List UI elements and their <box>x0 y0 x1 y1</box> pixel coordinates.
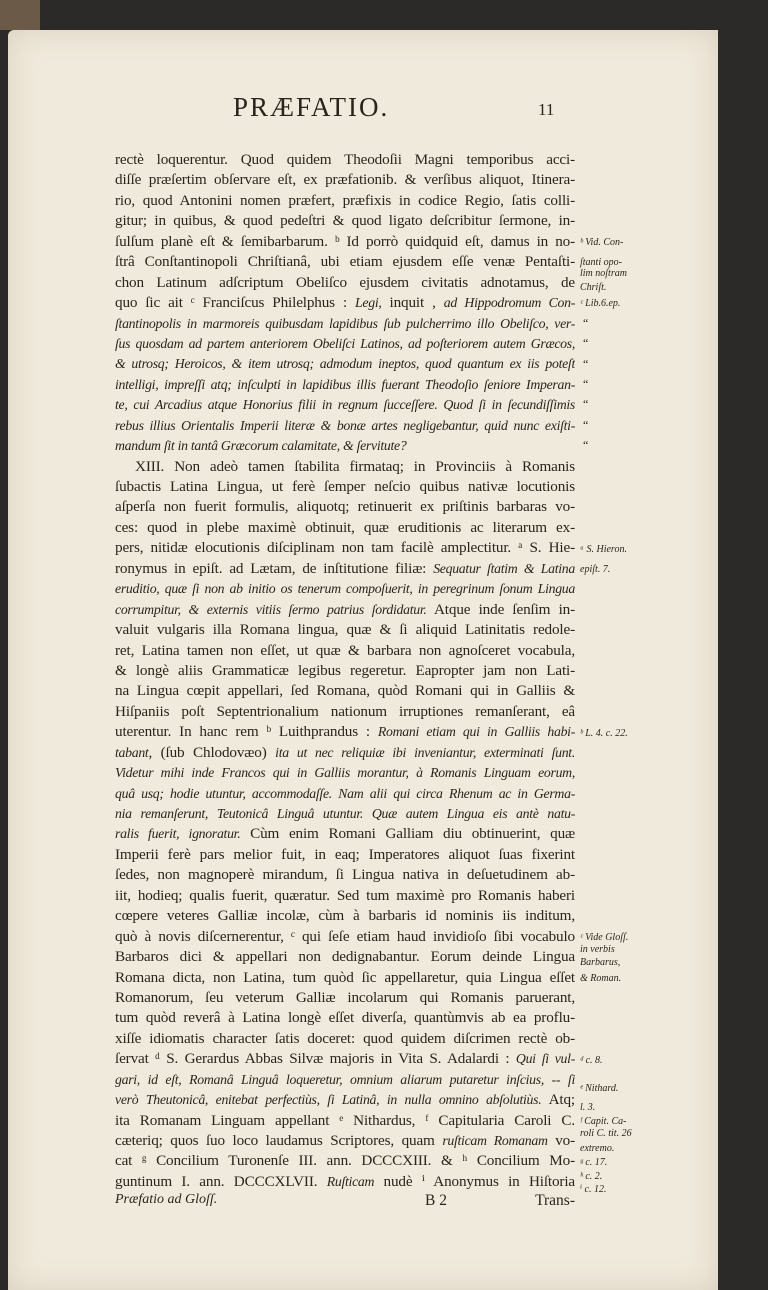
italic-quotation: gari, id eſt, Romanâ Linguâ loqueretur, omnium aliarum putaretur inſcius, -- ſi <box>115 1071 575 1087</box>
text-line <box>115 191 575 211</box>
signature-mark: B 2 <box>425 1192 447 1209</box>
text-line <box>115 661 575 681</box>
text-segment: rectè loquerentur. Quod quidem Theodoſii Magni temporibus acci- <box>115 151 575 168</box>
margin-note: ᵈ c. 8. <box>580 1054 603 1066</box>
text-line <box>115 600 575 620</box>
text-segment: Romanorum, ſeu veterum Galliæ incolarum qui Romanis paruerant, <box>115 988 575 1006</box>
quotation-mark: “ <box>583 417 589 432</box>
italic-quotation: Qui ſi vul- <box>515 1051 575 1067</box>
text-line <box>115 170 575 190</box>
italic-quotation: ruſticam Romanam <box>442 1133 548 1148</box>
text-line <box>115 1029 575 1049</box>
text-segment: uterentur. In hanc rem ᵇ Luithprandus : <box>115 723 378 741</box>
italic-quotation: eruditio, quæ ſi non ab initio os tenerum compoſuerit, in peregrinum ſonum Lingua <box>115 581 575 597</box>
margin-note: extremo. <box>580 1142 615 1154</box>
text-line <box>115 354 575 374</box>
text-segment: chon Latinum adſcriptum Obeliſco ejusdem civitatis adnotamus, de <box>115 273 575 291</box>
text-line <box>115 1172 575 1192</box>
italic-quotation: rebus illius Orientalis Imperii literæ & bonæ artes negligebantur, quid nunc exiſti- <box>115 417 575 433</box>
text-line <box>115 906 575 926</box>
italic-quotation: corrumpitur, & externis vitiis ſermo patrius ſordidatur. <box>115 601 427 617</box>
text-line <box>115 273 575 293</box>
text-line <box>115 702 575 722</box>
text-line <box>115 497 575 517</box>
italic-quotation: Legi, <box>355 295 382 311</box>
margin-note: ⁱ c. 12. <box>580 1183 607 1195</box>
text-segment: rio, quod Antonini nomen præfert, præfixis in codice Regio, ſatis colli- <box>115 191 575 209</box>
text-line <box>115 845 575 865</box>
text-line <box>115 579 575 599</box>
text-segment: aſperſa non fuerit formulis, aliquotq; retinuerit ex priſtinis barbaras vo- <box>115 498 575 516</box>
text-segment: ſulſum planè eſt & ſemibarbarum. ᵇ Id porrò quidquid eſt, damus in no- <box>115 232 575 250</box>
text-line <box>115 722 575 742</box>
italic-quotation: mandum ſit in tantâ Græcorum calamitate, & ſervitute? <box>115 438 407 454</box>
italic-quotation: ſus quosdam ad partem anteriorem Obeliſci Latinos, ad poſteriorem autem Græcos, <box>115 335 575 351</box>
text-line <box>115 1131 575 1151</box>
margin-note: ᵃ S. Hieron. <box>580 543 627 555</box>
text-line <box>115 1090 575 1110</box>
text-segment: ronymus in epiſt. ad Lætam, de inſtitutione filiæ: <box>115 559 434 577</box>
italic-quotation: Videtur mihi inde Francos qui in Galliis morantur, à Romanis Linguam eorum, <box>115 765 575 781</box>
text-segment: Hiſpaniis poſt Septentrionalium nationum irruptiones remanſerant, eâ <box>115 702 575 720</box>
quotation-mark: “ <box>583 438 589 453</box>
text-line <box>115 763 575 783</box>
text-segment: , (ſub Chlodovæo) <box>148 743 276 761</box>
margin-note: roli C. tit. 26 <box>580 1128 632 1140</box>
text-line <box>115 927 575 947</box>
text-segment: Romana dicta, non Latina, tum quòd ſic appellaretur, quia Lingua eſſet <box>115 968 575 986</box>
text-line <box>115 1070 575 1090</box>
text-line <box>115 865 575 885</box>
text-line <box>115 743 575 763</box>
margin-note: ᵉ Nithard. <box>580 1083 619 1095</box>
italic-quotation: tabant <box>115 744 149 760</box>
text-segment: ſtrâ Conſtantinopoli Chriſtianâ, ubi etiam ejusdem eſſe venæ Pentaſti- <box>115 253 575 271</box>
italic-quotation: ſtantinopolis in marmoreis quibusdam lapidibus ſub pulcherrimo illo Obeliſco, ver- <box>115 315 575 331</box>
text-line <box>115 314 575 334</box>
text-line <box>115 477 575 497</box>
margin-note: in verbis <box>580 944 615 956</box>
text-segment: xiſſe idiomatis character ſatis doceret: quod quidem diſcrimen rectè ob- <box>115 1029 575 1047</box>
text-segment: ret, Latina tamen non eſſet, ut quæ & barbara non agnoſceret vocabula, <box>115 641 575 659</box>
margin-note: epiſt. 7. <box>580 564 611 575</box>
text-segment: cæteriq; quos ſuo loco laudamus Scriptores, quam <box>115 1132 443 1149</box>
italic-quotation: intelligi, impreſſi atq; inſculpti in lapidibus illis fuerant Theodoſio ſeniore Imperan- <box>115 376 575 392</box>
text-line <box>115 232 575 252</box>
text-segment: guntinum I. ann. DCCCXLVII. <box>115 1172 327 1190</box>
text-line <box>115 416 575 436</box>
text-segment: Barbaros dici & appellari non dedignabantur. Eorum deinde Lingua <box>115 948 575 966</box>
text-line <box>115 824 575 844</box>
text-line <box>115 620 575 640</box>
text-segment: cœpere veteres Galliæ incolæ, cùm à barbaris id nominis iis inditum, <box>115 907 575 925</box>
margin-note: & Roman. <box>580 973 622 984</box>
text-line <box>115 1151 575 1171</box>
text-line <box>115 211 575 231</box>
margin-note: ᶠ Capit. Ca- <box>580 1116 627 1128</box>
text-line <box>115 375 575 395</box>
margin-note: l. 3. <box>580 1101 596 1113</box>
book-page <box>8 30 718 1290</box>
quotation-mark: “ <box>583 356 589 371</box>
text-segment: ſedes, non magnoperè mirandum, ſi Lingua nativa in deſuetudinem ab- <box>115 866 575 884</box>
text-line <box>115 804 575 824</box>
text-line <box>115 395 575 415</box>
margin-note: ᶜ Lib.6.ep. <box>580 298 621 310</box>
text-line <box>115 538 575 558</box>
text-line <box>115 150 575 170</box>
text-segment: gitur; in quibus, & quod pedeſtri & quod ligato deſcribitur ſermone, in- <box>115 212 575 230</box>
text-line <box>115 436 575 456</box>
text-segment: quò à novis diſcernerentur, ᶜ qui ſeſe etiam haud invidioſo ſibi vocabulo <box>115 927 575 945</box>
text-segment: quo ſic ait ᶜ Franciſcus Philelphus : <box>115 294 356 312</box>
text-line <box>115 252 575 272</box>
quotation-mark: “ <box>583 376 589 391</box>
italic-quotation: te, cui Arcadius atque Honorius filii in regnum ſucceſſere. Quod ſi in ſecundiſſimis <box>115 397 575 413</box>
margin-note: ᵇ L. 4. c. 22. <box>580 727 628 739</box>
text-line <box>115 457 575 477</box>
text-segment: na Lingua cœpit appellari, ſed Romana, quòd Romani qui in Galliis & <box>115 682 575 700</box>
text-segment: & longè aliis Grammaticæ legibus regeretur. Eapropter jam non Lati- <box>115 661 575 679</box>
margin-note: lim noſtram <box>580 268 627 280</box>
italic-quotation: verò Theutonicâ, enitebat perfectiùs, ſi Latinâ, in nulla omnino abſolutiùs. <box>115 1092 542 1108</box>
margin-note: ᵇ Vid. Con- <box>580 236 624 248</box>
text-segment: XIII. Non adeò tamen ſtabilita firmataq; in Provinciis à Romanis <box>135 457 575 475</box>
book-corner <box>0 0 40 30</box>
text-line <box>115 1008 575 1028</box>
text-line <box>115 947 575 967</box>
text-line <box>115 784 575 804</box>
text-segment: pers, nitidæ elocutionis diſciplinam non tam facilè amplectitur. ᵃ S. Hie- <box>115 539 575 557</box>
margin-note: Chriſt. <box>580 281 607 293</box>
page-number: 11 <box>538 100 555 119</box>
text-line <box>115 334 575 354</box>
margin-note: ſtanti opo- <box>580 257 622 269</box>
text-segment: cat ᵍ Concilium Turonenſe III. ann. DCCCXIII. & ʰ Concilium Mo- <box>115 1152 575 1170</box>
running-title: PRÆFATIO. <box>233 92 390 122</box>
text-line <box>115 968 575 988</box>
italic-quotation: & utrosq; Heroicos, & item utrosq; admodum ineptos, quod quantum ex iis poteſt <box>115 356 575 372</box>
text-segment: diſſe præſertim obſervare eſt, ex præfationib. & verſibus aliquot, Itinera- <box>115 171 575 189</box>
text-line <box>115 681 575 701</box>
footer-signature: Præfatio ad Gloſſ. <box>115 1192 218 1207</box>
text-segment: nudè ⁱ Anonymus in Hiſtoria <box>374 1172 575 1190</box>
text-segment: Atque inde ſenſim in- <box>426 600 575 618</box>
text-segment: Cùm enim Romani Galliam diu obtinuerint, quæ <box>240 825 575 843</box>
text-segment: ſervat ᵈ S. Gerardus Abbas Silvæ majoris in Vita S. Adalardi : <box>115 1050 516 1068</box>
text-line <box>115 886 575 906</box>
text-segment: ita Romanam Linguam appellant ᵉ Nithardus, ᶠ Capitularia Caroli C. <box>115 1111 575 1129</box>
text-segment: Imperii ferè pars melior fuit, in eaq; Imperatores aliquot ſuas fixerint <box>115 845 575 863</box>
text-line <box>115 1049 575 1069</box>
margin-note: ᶜ Vide Gloſſ. <box>580 932 629 944</box>
text-line <box>115 293 575 313</box>
text-block <box>115 150 575 1192</box>
italic-quotation: quâ usq; hodie utuntur, accommodaſſe. Nam alii qui circa Rhenum ac in Germa- <box>115 785 575 801</box>
quotation-mark: “ <box>583 397 589 412</box>
italic-quotation: ralis fuerit, ignoratur. <box>115 826 241 842</box>
text-segment: ſubactis Latina Lingua, ut ferè ſemper neſcio quibus nativæ locutionis <box>115 478 575 495</box>
catchword: Trans- <box>535 1192 575 1209</box>
text-segment: iit, hodieq; qualis fuerit, quæratur. Sed tum maximè pro Romanis haberi <box>115 886 575 904</box>
text-line <box>115 641 575 661</box>
text-segment: inquit , <box>381 294 444 312</box>
italic-quotation: ad Hippodromum Con- <box>443 295 575 311</box>
text-line <box>115 988 575 1008</box>
margin-note: ʰ c. 2. <box>580 1171 603 1183</box>
italic-quotation: nia remanſerunt, Teutonicâ Linguâ utuntur. Quæ autem Lingua eis antè natu- <box>115 806 575 821</box>
text-segment: vo- <box>547 1132 575 1149</box>
italic-quotation: Sequatur ſtatim & Latina <box>433 560 575 576</box>
text-segment: ces: quod in plebe maximè obtinuit, quæ eruditionis ac literarum ex- <box>115 518 575 536</box>
text-line <box>115 518 575 538</box>
italic-quotation: Romani etiam qui in Galliis habi- <box>377 724 575 740</box>
quotation-mark: “ <box>583 336 589 351</box>
text-line <box>115 1111 575 1131</box>
text-segment: tum quòd reverâ à Latina longè eſſet diverſa, quantùmvis ab ea proflu- <box>115 1009 575 1027</box>
text-segment: valuit vulgaris illa Romana lingua, quæ & ſi aliquid Latinitatis redole- <box>115 621 575 639</box>
italic-quotation: ita ut nec reliquiæ ibi inveniantur, exterminati ſunt. <box>275 744 575 760</box>
margin-note: ᵍ c. 17. <box>580 1157 608 1169</box>
text-segment: Atq; <box>541 1091 575 1109</box>
margin-note: Barbarus, <box>580 956 621 968</box>
quotation-mark: “ <box>583 315 589 330</box>
text-line <box>115 559 575 579</box>
italic-quotation: Ruſticam <box>326 1173 375 1189</box>
